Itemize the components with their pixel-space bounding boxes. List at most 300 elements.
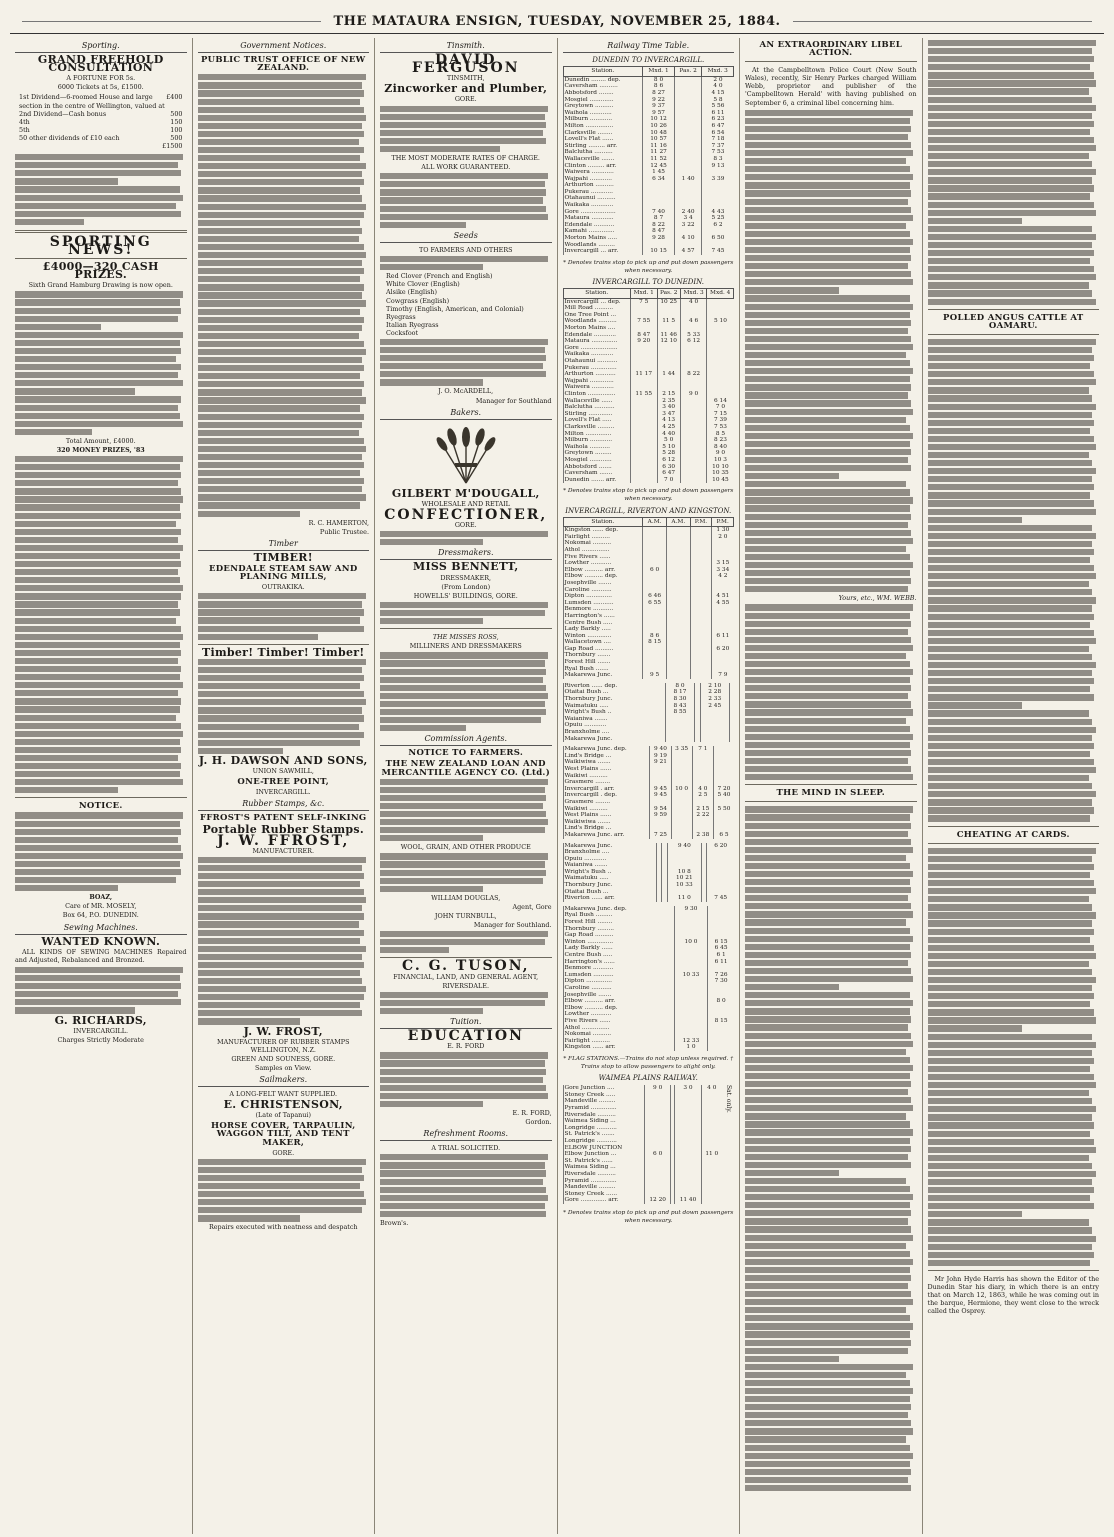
text-block xyxy=(380,1154,552,1217)
timetable-row xyxy=(563,351,734,358)
timetable-row xyxy=(563,464,734,471)
text-block xyxy=(745,806,917,1491)
timetable-header: Mxd. 3 xyxy=(680,289,707,299)
timetable-waimea xyxy=(563,1085,722,1204)
departure-time: 5 56 xyxy=(702,103,734,110)
boaz-box: Box 64, P.O. DUNEDIN. xyxy=(62,911,139,920)
timetable-row xyxy=(563,1145,722,1152)
station-name: Kamahi .............. xyxy=(563,228,643,235)
departure-time: 6 55 xyxy=(643,600,667,607)
timetable-row xyxy=(563,437,734,444)
departure-time xyxy=(674,116,702,123)
public-trust-title: PUBLIC TRUST OFFICE OF NEW ZEALAND. xyxy=(200,55,366,74)
ford-location: Gordon. xyxy=(525,1118,552,1126)
departure-time xyxy=(630,365,657,372)
departure-time xyxy=(674,83,702,90)
departure-time xyxy=(645,1164,671,1171)
departure-time: 2 15 xyxy=(692,806,713,813)
departure-time xyxy=(643,547,667,554)
departure-time xyxy=(671,806,692,813)
station-name: Waikaka ............ xyxy=(563,351,630,358)
timetable-row xyxy=(563,919,734,926)
station-name: Dunedin ....... arr. xyxy=(563,477,630,484)
departure-time xyxy=(674,103,702,110)
departure-time xyxy=(680,351,707,358)
departure-time: 2 0 xyxy=(702,76,734,83)
timetable-row xyxy=(563,384,734,391)
divider xyxy=(15,797,187,798)
timetable-row xyxy=(563,169,734,176)
departure-time xyxy=(674,202,702,209)
station-name: Wright's Bush .. xyxy=(563,709,665,716)
edendale-location: OUTRAKIKA. xyxy=(261,583,305,592)
timetable-row xyxy=(563,76,734,83)
station-name: Wajpahi ............. xyxy=(563,378,630,385)
timetable-row xyxy=(563,906,734,913)
departure-time: 5 10 xyxy=(707,318,734,325)
departure-time xyxy=(674,1031,707,1038)
departure-time xyxy=(645,1118,671,1125)
station-name: Elbow .......... arr. xyxy=(563,998,674,1005)
section-sailmakers: Sailmakers. xyxy=(198,1074,370,1087)
station-name: Centre Bush ..... xyxy=(563,952,674,959)
libel-signature: Yours, etc., WM. WEBB. xyxy=(838,594,917,603)
station-name: Waiwera ............ xyxy=(563,384,630,391)
station-name: St. Patrick's ...... xyxy=(563,1158,645,1165)
station-name: Invercargill . dep. xyxy=(563,792,650,799)
seed-item: Alsike (English) xyxy=(386,288,438,297)
departure-time xyxy=(666,560,690,567)
timetable-note: * FLAG STATIONS.—Trains do not stop unless required. † Trains stop to allow passengers to alight only. xyxy=(563,1055,734,1070)
text-block xyxy=(928,40,1100,305)
departure-time: 2 28 xyxy=(700,689,729,696)
departure-time: 9 21 xyxy=(650,759,671,766)
timetable-row xyxy=(563,939,734,946)
departure-time xyxy=(674,130,702,137)
departure-time xyxy=(665,729,694,736)
departure-time xyxy=(707,378,734,385)
departure-time: 10 0 xyxy=(674,939,707,946)
timetable-row xyxy=(563,626,734,633)
timetable-row xyxy=(563,753,734,760)
prize-label: 2nd Dividend—Cash bonus xyxy=(19,109,107,118)
station-name: Longridge ........... xyxy=(563,1125,645,1132)
prize-label: 5th xyxy=(19,125,30,134)
text-block xyxy=(380,531,552,545)
departure-time xyxy=(708,1031,734,1038)
station-name: Clarksville ......... xyxy=(563,424,630,431)
departure-time: 6 11 xyxy=(702,110,734,117)
departure-time xyxy=(666,580,690,587)
departure-time xyxy=(702,195,734,202)
departure-time: 3 35 xyxy=(671,746,692,753)
departure-time: 3 34 xyxy=(712,567,734,574)
departure-time xyxy=(674,1025,707,1032)
departure-time: 6 14 xyxy=(707,398,734,405)
station-name: Gap Road .......... xyxy=(563,646,643,653)
departure-time: 9 20 xyxy=(630,338,657,345)
departure-time: 7 40 xyxy=(643,209,675,216)
departure-time xyxy=(630,351,657,358)
masthead-rule-right xyxy=(793,21,1092,22)
departure-time xyxy=(643,182,675,189)
station-name: Gore .................... xyxy=(563,345,630,352)
departure-time: 7 25 xyxy=(650,832,671,839)
timetable-row xyxy=(563,819,734,826)
departure-time xyxy=(630,417,657,424)
divider xyxy=(928,843,1100,844)
station-name: Thornbury Junc. xyxy=(563,696,665,703)
departure-time: 1 0 xyxy=(674,1044,707,1051)
station-name: Balclutha .......... xyxy=(563,149,643,156)
departure-time xyxy=(680,470,707,477)
station-name: Waihola ........... xyxy=(563,444,630,451)
departure-time xyxy=(667,849,701,856)
departure-time xyxy=(674,926,707,933)
departure-time xyxy=(666,666,690,673)
station-name: Kingston ...... dep. xyxy=(563,527,643,534)
departure-time xyxy=(701,1178,722,1185)
departure-time xyxy=(666,540,690,547)
departure-time xyxy=(645,1158,671,1165)
station-name: Waikiwiwa ....... xyxy=(563,819,650,826)
departure-time: 2 38 xyxy=(692,832,713,839)
station-name: Elbow .......... dep. xyxy=(563,1005,674,1012)
departure-time: 4 40 xyxy=(657,431,680,438)
waimea-wrap xyxy=(563,1083,735,1208)
departure-time: 5 10 xyxy=(657,444,680,451)
station-name: Makarewa Junc. dep. xyxy=(563,746,650,753)
departure-time: 10 3 xyxy=(707,457,734,464)
departure-time xyxy=(680,464,707,471)
christenson-sub: (Late of Tapanui) xyxy=(255,1111,311,1120)
station-name: Waimea Siding ... xyxy=(563,1118,645,1125)
departure-time xyxy=(702,182,734,189)
station-name: Mosgiel ............. xyxy=(563,97,643,104)
departure-time: 11 0 xyxy=(667,895,701,902)
departure-time: 4 43 xyxy=(702,209,734,216)
departure-time xyxy=(692,773,713,780)
departure-time xyxy=(701,1105,722,1112)
timetable-note: * Denotes trains stop to pick up and put down passengers when necessary. xyxy=(563,259,734,274)
departure-time xyxy=(702,202,734,209)
timetable-row xyxy=(563,195,734,202)
timetable-row xyxy=(563,1197,722,1204)
departure-time: 8 22 xyxy=(680,371,707,378)
timetable-title: DUNEDIN TO INVERCARGILL. xyxy=(592,56,705,65)
station-name: Stoney Creek ..... xyxy=(563,1092,645,1099)
departure-time xyxy=(630,404,657,411)
departure-time xyxy=(713,819,734,826)
timetable-row xyxy=(563,1092,722,1099)
wool-produce: WOOL, GRAIN, AND OTHER PRODUCE xyxy=(400,843,531,852)
departure-time xyxy=(650,819,671,826)
timetable-row xyxy=(563,985,734,992)
departure-time: 7 9 xyxy=(712,672,734,679)
departure-time xyxy=(690,646,712,653)
departure-time: 3 22 xyxy=(674,222,702,229)
timetable-row xyxy=(563,912,734,919)
timetable-row xyxy=(563,444,734,451)
timetable-row xyxy=(563,189,734,196)
departure-time xyxy=(645,1131,671,1138)
timetable-row xyxy=(563,1138,722,1145)
timetable-row xyxy=(563,391,734,398)
departure-time xyxy=(690,587,712,594)
departure-time: 5 50 xyxy=(713,806,734,813)
station-name: Five Rivers ...... xyxy=(563,1018,674,1025)
departure-time xyxy=(713,766,734,773)
timetable-row xyxy=(563,992,734,999)
departure-time: 6 2 xyxy=(702,222,734,229)
departure-time: 7 5 xyxy=(630,298,657,305)
departure-time xyxy=(680,325,707,332)
departure-time xyxy=(701,1138,722,1145)
columns xyxy=(10,38,1104,1534)
departure-time xyxy=(729,729,734,736)
timetable-row xyxy=(563,779,734,786)
timetable-row xyxy=(563,926,734,933)
departure-time: 8 5 xyxy=(707,431,734,438)
departure-time: 11 0 xyxy=(701,1151,722,1158)
text-block xyxy=(15,967,187,1014)
divider xyxy=(928,334,1100,335)
departure-time xyxy=(707,305,734,312)
station-name: Nokomai .......... xyxy=(563,1031,674,1038)
departure-time: 3 39 xyxy=(702,176,734,183)
departure-time xyxy=(680,477,707,484)
departure-time xyxy=(674,149,702,156)
station-name: Lady Barkly ..... xyxy=(563,626,643,633)
departure-time xyxy=(674,182,702,189)
section-sporting: Sporting. xyxy=(15,40,187,53)
departure-time: 7 37 xyxy=(702,143,734,150)
station-name: Wallaceville ...... xyxy=(563,398,630,405)
bennett-trade: DRESSMAKER, xyxy=(440,573,492,582)
departure-time xyxy=(645,1105,671,1112)
departure-time: 5 40 xyxy=(713,792,734,799)
timetable-row xyxy=(563,318,734,325)
departure-time xyxy=(701,1197,722,1204)
departure-time: 2 33 xyxy=(700,696,729,703)
departure-time xyxy=(674,195,702,202)
departure-time: 11 52 xyxy=(643,156,675,163)
departure-time xyxy=(674,228,702,235)
timetable-row xyxy=(563,1164,722,1171)
departure-time xyxy=(674,90,702,97)
departure-time xyxy=(630,431,657,438)
station-name: Waikiwi .......... xyxy=(563,773,650,780)
departure-time: 3 4 xyxy=(674,215,702,222)
departure-time: 8 43 xyxy=(665,703,694,710)
station-name: Wallacetown .... xyxy=(563,639,643,646)
departure-time xyxy=(708,985,734,992)
timetable-row xyxy=(563,202,734,209)
divider xyxy=(928,309,1100,310)
departure-time xyxy=(666,633,690,640)
section-dressmakers: Dressmakers. xyxy=(380,547,552,560)
station-name: Riverton ...... arr. xyxy=(563,895,657,902)
departure-time xyxy=(671,799,692,806)
timetable-row xyxy=(563,773,734,780)
ferguson-name: DAVID FERGUSON xyxy=(411,52,520,77)
divider xyxy=(745,61,917,62)
ffrost-title: FFROST'S PATENT SELF-INKING xyxy=(200,813,367,824)
departure-time: 10 25 xyxy=(657,298,680,305)
departure-time xyxy=(690,580,712,587)
departure-time: 8 7 xyxy=(643,215,675,222)
departure-time: 9 0 xyxy=(707,450,734,457)
departure-time xyxy=(680,431,707,438)
station-name: Pyramid .............. xyxy=(563,1178,645,1185)
dawson-town: INVERCARGILL. xyxy=(255,788,311,797)
timetable-row xyxy=(563,875,734,882)
prize-value: 100 xyxy=(170,125,183,134)
departure-time: 11 46 xyxy=(657,332,680,339)
richards-address: INVERCARGILL. xyxy=(73,1026,129,1035)
notice-title: NOTICE. xyxy=(78,801,123,812)
departure-time xyxy=(674,110,702,117)
station-name: Balclutha ........... xyxy=(563,404,630,411)
station-name: Makarewa Junc. dep. xyxy=(563,906,674,913)
station-name: Clarksville ........ xyxy=(563,130,643,137)
masthead-title: THE MATAURA ENSIGN, TUESDAY, NOVEMBER 25, 1884. xyxy=(333,14,781,29)
station-name: Lumsden ........... xyxy=(563,972,674,979)
timetable-row xyxy=(563,786,734,793)
departure-time xyxy=(666,606,690,613)
station-name: Wallaceville ....... xyxy=(563,156,643,163)
departure-time xyxy=(675,1092,701,1099)
departure-time xyxy=(650,799,671,806)
station-name: Dipton .............. xyxy=(563,593,643,600)
departure-time xyxy=(665,716,694,723)
departure-time: 3 47 xyxy=(657,411,680,418)
station-name: Lind's Bridge ... xyxy=(563,825,650,832)
departure-time: 7 18 xyxy=(702,136,734,143)
timetable-row xyxy=(563,1085,722,1092)
departure-time xyxy=(708,906,734,913)
departure-time xyxy=(675,1171,701,1178)
departure-time xyxy=(643,613,667,620)
departure-time xyxy=(713,759,734,766)
timetable-note: * Denotes trains stop to pick up and put down passengers when necessary. xyxy=(563,1209,734,1224)
departure-time xyxy=(645,1112,671,1119)
station-name: Milburn ............ xyxy=(563,116,643,123)
departure-time: 7 53 xyxy=(702,149,734,156)
departure-time xyxy=(707,325,734,332)
departure-time xyxy=(701,1118,722,1125)
departure-time: 7 20 xyxy=(713,786,734,793)
departure-time xyxy=(690,672,712,679)
departure-time: 4 0 xyxy=(680,298,707,305)
station-name: Five Rivers ...... xyxy=(563,554,643,561)
station-name: Pukerau ............ xyxy=(563,189,643,196)
timetable-row xyxy=(563,862,734,869)
departure-time xyxy=(712,626,734,633)
timetable-row xyxy=(563,130,734,137)
departure-time xyxy=(690,567,712,574)
seed-item: Red Clover (French and English) xyxy=(386,272,493,281)
timetable-row xyxy=(563,812,734,819)
ffrost-name: J. W. FFROST, xyxy=(217,832,350,849)
station-name: Otaitai Bush ... xyxy=(563,889,657,896)
departure-time: 4 10 xyxy=(674,235,702,242)
departure-time xyxy=(692,766,713,773)
timetable-row xyxy=(563,659,734,666)
departure-time xyxy=(645,1191,671,1198)
departure-time xyxy=(671,753,692,760)
closing-paragraph: Mr John Hyde Harris has shown the Editor of the Dunedin Star his diary, in which there is an entry that on March 12, 1863, while he was coming out in the barque, Hermione, they went close to the wreck called the Osprey. xyxy=(927,1274,1099,1316)
departure-time: 7 39 xyxy=(707,417,734,424)
departure-time: 2 10 xyxy=(700,683,729,690)
station-name: Stoney Creek ...... xyxy=(563,1191,645,1198)
departure-time xyxy=(674,959,707,966)
departure-time: 12 10 xyxy=(657,338,680,345)
timetable-row xyxy=(563,683,734,690)
departure-time: 9 22 xyxy=(643,97,675,104)
departure-time xyxy=(712,587,734,594)
timetable-title: INVERCARGILL, RIVERTON AND KINGSTON. xyxy=(565,506,732,515)
station-name: Edendale ........... xyxy=(563,222,643,229)
repairs-text: Repairs executed with neatness and despatch xyxy=(208,1223,358,1232)
text-block xyxy=(15,456,187,793)
departure-time xyxy=(729,683,734,690)
libel-title: AN EXTRAORDINARY LIBEL ACTION. xyxy=(759,40,903,59)
departure-time xyxy=(729,703,734,710)
prize-value: 150 xyxy=(170,117,183,126)
departure-time: 10 57 xyxy=(643,136,675,143)
station-name: Opuiu ............ xyxy=(563,722,665,729)
station-name: Wajpahi ............ xyxy=(563,176,643,183)
text-block xyxy=(15,154,187,225)
departure-time xyxy=(729,709,734,716)
departure-time xyxy=(650,825,671,832)
timetable-header: P.M. xyxy=(690,517,712,527)
departure-time: 2 15 xyxy=(657,391,680,398)
departure-time: 5 28 xyxy=(657,450,680,457)
departure-time xyxy=(645,1138,671,1145)
departure-time: 8 6 xyxy=(643,83,675,90)
hamerton-name: R. C. HAMERTON, xyxy=(308,518,369,527)
text-block xyxy=(380,106,552,153)
section-railway: Railway Time Table. xyxy=(563,40,735,53)
timetable-row xyxy=(563,215,734,222)
departure-time xyxy=(667,862,701,869)
timetable-riverton-return xyxy=(563,843,735,902)
departure-time: 8 0 xyxy=(643,76,675,83)
divider xyxy=(198,644,370,645)
station-name: Branxholme .... xyxy=(563,849,657,856)
timetable-makarewa xyxy=(563,746,735,838)
departure-time xyxy=(707,862,734,869)
departure-time xyxy=(707,365,734,372)
christenson-trade: HORSE COVER, TARPAULIN, WAGGON TILT, AND TENT MAKER, xyxy=(211,1121,356,1148)
departure-time xyxy=(671,773,692,780)
dawson-name: J. H. DAWSON AND SONS, xyxy=(198,753,368,767)
departure-time xyxy=(675,1184,701,1191)
turnbull-name: JOHN TURNBULL, xyxy=(434,911,497,920)
station-name: Waimatuku ..... xyxy=(563,703,665,710)
departure-time: 7 15 xyxy=(707,411,734,418)
browns-text: Brown's. xyxy=(380,1218,409,1227)
timetable-row xyxy=(563,325,734,332)
departure-time: 8 3 xyxy=(702,156,734,163)
station-name: ELBOW JUNCTION xyxy=(563,1145,645,1152)
departure-time xyxy=(690,554,712,561)
education: EDUCATION xyxy=(407,1028,524,1045)
timetable-row xyxy=(563,209,734,216)
prize-label: 1st Dividend—6-roomed House and large section in the centre of Wellington, valued at xyxy=(19,93,165,110)
